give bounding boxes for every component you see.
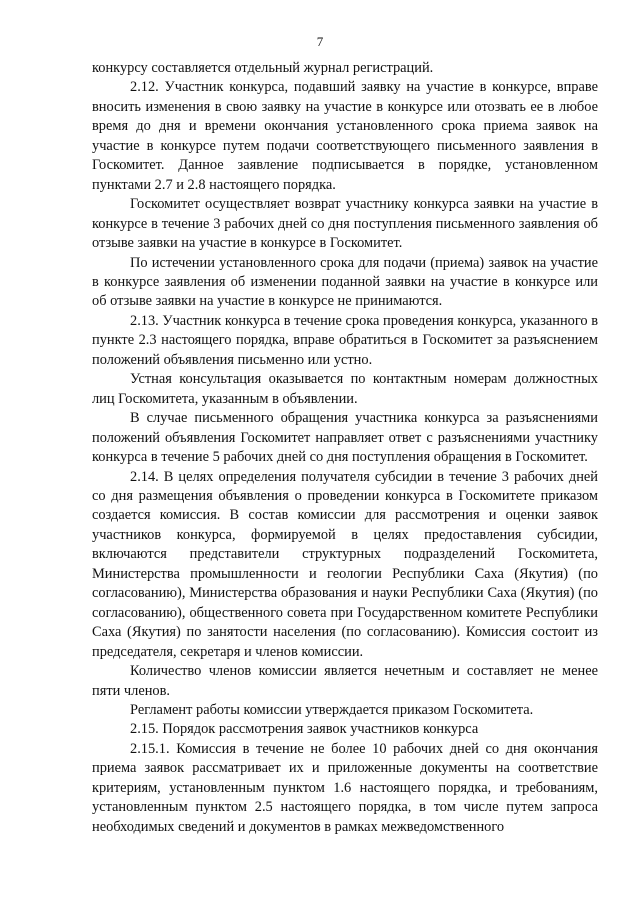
- paragraph-2-13: 2.13. Участник конкурса в течение срока проведения конкурса, указанного в пункте 2.3 настоящего порядка, вправе обратиться в Госкомитет за разъяснением положений объявления письменно или устно.: [92, 312, 598, 368]
- paragraph-deadline-expiry: По истечении установленного срока для подачи (приема) заявок на участие в конкурсе заявления об изменении поданной заявки на участие в конкурсе или об отзыве заявки на участие в конкурсе не принимаются.: [92, 254, 598, 310]
- paragraph-2-15-1: 2.15.1. Комиссия в течение не более 10 рабочих дней со дня окончания приема заявок рассматривает их и приложенные документы на соответствие критериям, установленным пунктом 1.6 настоящего порядка, и требованиям, установленным пунктом 2.5 настоящего порядка, в том числе путем запроса необходимых сведений и документов в рамках межведомственного: [92, 740, 598, 835]
- paragraph-commission-rules: Регламент работы комиссии утверждается приказом Госкомитета.: [130, 701, 534, 718]
- paragraph-oral-consultation: Устная консультация оказывается по контактным номерам должностных лиц Госкомитета, указанным в объявлении.: [92, 371, 598, 407]
- paragraph-2-12: 2.12. Участник конкурса, подавший заявку на участие в конкурсе, вправе вносить изменения в свою заявку на участие в конкурсе или отозвать ее в любое время до дня и времени окончания установленного срока приема заявок на участие в конкурсе путем подачи соответствующего письменного заявления в Госкомитет. Данное заявление подписывается в порядке, установленном пунктами 2.7 и 2.8 настоящего порядка.: [92, 79, 598, 193]
- paragraph-written-request: В случае письменного обращения участника конкурса за разъяснениями положений объявления Госкомитет направляет ответ с разъяснениями участнику конкурса в течение 5 рабочих дней со дня поступления обращения в Госкомитет.: [92, 410, 598, 466]
- paragraph-2-14: 2.14. В целях определения получателя субсидии в течение 3 рабочих дней со дня размещения объявления о проведении конкурса в Госкомитете приказом создается комиссия. В состав комиссии для рассмотрения и оценки заявок участников конкурса, формируемой в целях предоставления субсидии, включаются представители структурных подразделений Госкомитета, Министерства промышленности и геологии Республики Саха (Якутия) (по согласованию), Министерства образования и науки Республики Саха (Якутия) (по согласованию), общественного совета при Государственном комитете Республики Саха (Якутия) по занятости населения (по согласованию). Комиссия состоит из председателя, секретаря и членов комиссии.: [92, 468, 598, 660]
- page-number: 7: [316, 34, 324, 49]
- paragraph-continuation: конкурсу составляется отдельный журнал регистраций.: [92, 60, 434, 76]
- document-body: [92, 59, 598, 837]
- paragraph-commission-size: Количество членов комиссии является нечетным и составляет не менее пяти членов.: [92, 663, 598, 699]
- paragraph-2-15-heading: 2.15. Порядок рассмотрения заявок участников конкурса: [130, 721, 479, 738]
- paragraph-return-application: Госкомитет осуществляет возврат участнику конкурса заявки на участие в конкурсе в течение 3 рабочих дней со дня поступления письменного заявления об отзыве заявки на участие в конкурсе в Госкомитет.: [92, 196, 598, 252]
